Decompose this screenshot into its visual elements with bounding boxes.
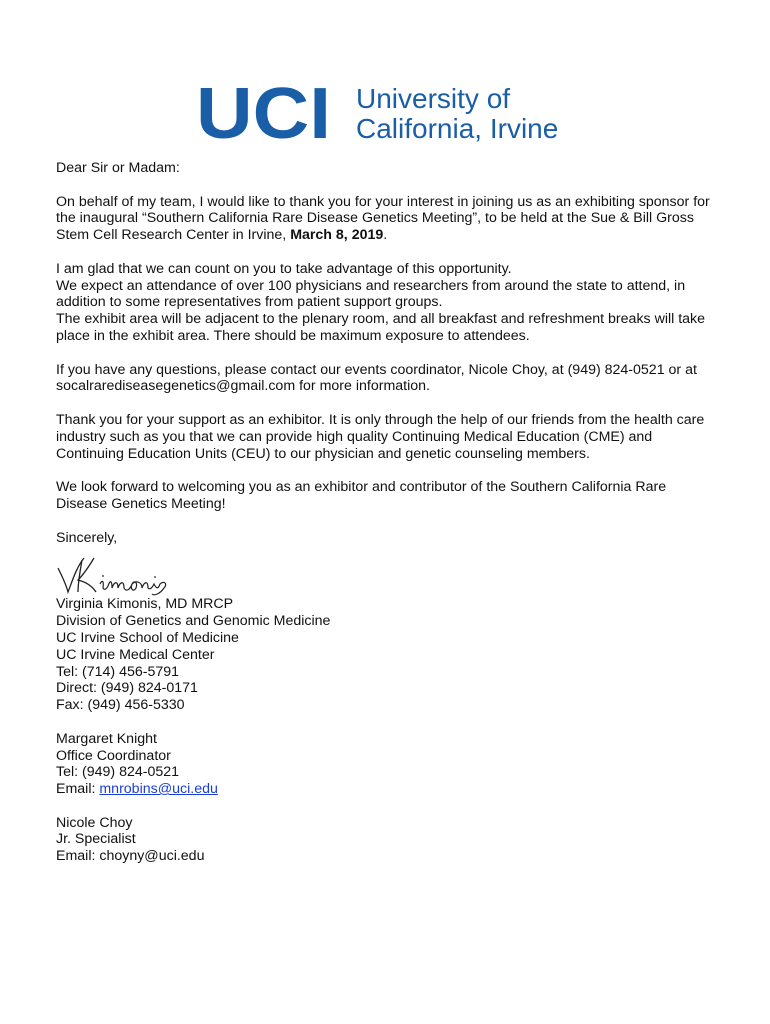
letter-body — [56, 160, 716, 865]
coordinator-email-link[interactable]: mnrobins@uci.edu — [99, 781, 218, 798]
paragraph-thanks — [56, 194, 716, 244]
signature-drawing — [56, 554, 206, 598]
signer-school: UC Irvine School of Medicine — [56, 629, 239, 646]
signature — [56, 546, 716, 596]
coordinator-tel: Tel: (949) 824-0521 — [56, 764, 180, 781]
paragraph-thanks-text: On behalf of my team, I would like to thank you for your interest in joining us as an exhibiting sponsor for the inaugural “Southern California Rare Disease Genetics Meeting”, to be held at the Sue & Bill Gross Stem Cell Research Center in Irvine, — [56, 193, 710, 244]
specialist-email: Email: choyny@uci.edu — [56, 848, 205, 865]
specialist-name: Nicole Choy — [56, 814, 133, 831]
signer-tel: Tel: (714) 456-5791 — [56, 663, 180, 680]
uci-logo-svg — [196, 84, 576, 144]
paragraph-attendance: We expect an attendance of over 100 physicians and researchers from around the state to attend, in addition to some representatives from patient support groups. — [56, 277, 686, 311]
coordinator-name: Margaret Knight — [56, 730, 157, 747]
paragraph-glad: I am glad that we can count on you to take advantage of this opportunity. — [56, 260, 512, 277]
coordinator-title: Office Coordinator — [56, 747, 171, 764]
uci-logo — [196, 84, 576, 144]
meeting-date: March 8, 2019 — [290, 227, 384, 244]
signer-direct: Direct: (949) 824-0171 — [56, 680, 198, 697]
signer-center: UC Irvine Medical Center — [56, 646, 215, 663]
logo-mark: UCI — [196, 84, 331, 144]
specialist-title: Jr. Specialist — [56, 831, 136, 848]
paragraph-thanks-end: . — [383, 227, 388, 244]
signer-division: Division of Genetics and Genomic Medicine — [56, 613, 331, 630]
paragraph-welcome: We look forward to welcoming you as an exhibitor and contributor of the Southern California Rare Disease Genetics Meeting! — [56, 479, 667, 512]
paragraph-questions: If you have any questions, please contact our events coordinator, Nicole Choy, at (949) 824-0521 or at socalrarediseasegenetics@gmail.com for more information. — [56, 361, 697, 395]
paragraph-exhibit-area: The exhibit area will be adjacent to the plenary room, and all breakfast and refreshment breaks will take place in the exhibit area. There should be maximum exposure to attendees. — [56, 311, 706, 344]
coordinator-email — [56, 781, 716, 798]
coordinator-email-label: Email: — [56, 781, 100, 798]
logo-line-1: University of — [356, 84, 511, 114]
closing: Sincerely, — [56, 529, 118, 546]
paragraph-support: Thank you for your support as an exhibitor. It is only through the help of our friends from the health care industry such as you that we can provide high quality Continuing Medical Education (CME) and Continuing Education Units (CEU) to our physician and genetic counseling members. — [56, 411, 705, 462]
signer-fax: Fax: (949) 456-5330 — [56, 697, 185, 714]
salutation: Dear Sir or Madam: — [56, 160, 180, 176]
signer-name: Virginia Kimonis, MD MRCP — [56, 596, 234, 613]
logo-line-2: California, Irvine — [356, 113, 559, 144]
